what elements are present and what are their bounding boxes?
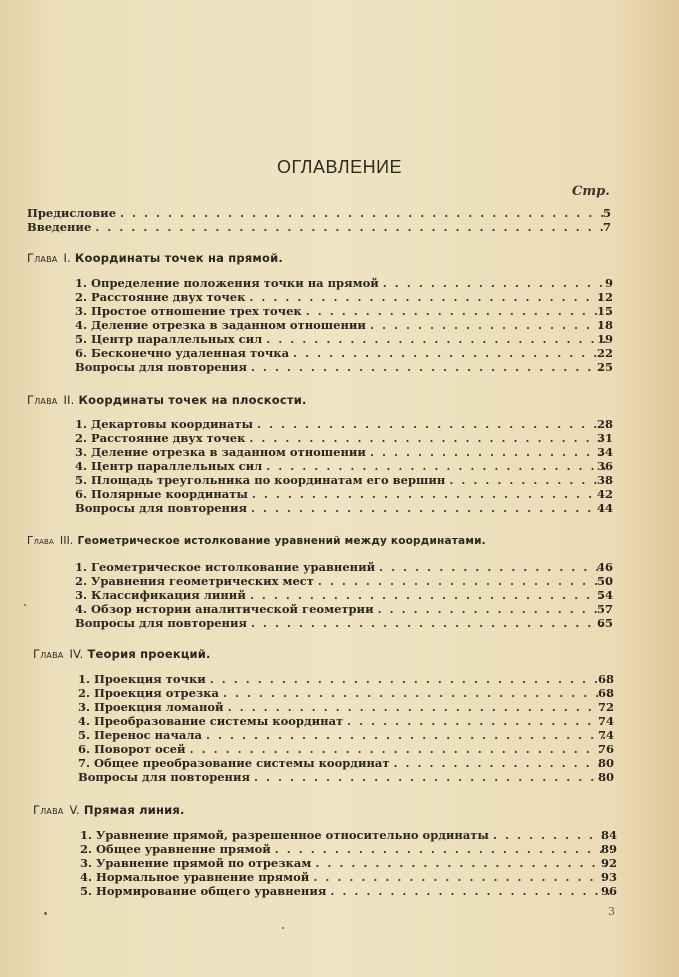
page-number: 44 (596, 501, 613, 515)
page-number: 84 (600, 828, 617, 842)
toc-entry[interactable]: 2. Расстояние двух точек . . . 12 (75, 290, 613, 304)
page-number: 68 (597, 686, 614, 700)
page-number: 72 (597, 700, 614, 714)
page-number: 80 (597, 756, 614, 770)
page-number: 9 (604, 276, 613, 290)
toc-entry-preface[interactable]: Предисловие . . . 5 (27, 206, 611, 220)
toc-entry[interactable]: 6. Поворот осей . . . 76 (78, 742, 614, 756)
toc-entry[interactable]: 1. Проекция точки . . . 68 (78, 672, 614, 686)
toc-entry[interactable]: 7. Общее преобразование системы координат . . . 80 (78, 756, 614, 770)
page-number: 76 (597, 742, 614, 756)
paper-speck (44, 912, 47, 915)
toc-entry[interactable]: 5. Площадь треугольника по координатам его вершин . . . 38 (75, 473, 613, 487)
toc-entry[interactable]: 4. Деление отрезка в заданном отношении . . . 18 (75, 318, 613, 332)
chapter-heading-1: Глава I. Координаты точек на прямой. (27, 251, 283, 265)
toc-entry-review[interactable]: Вопросы для повторения . . . 65 (75, 616, 613, 630)
page-number: 5 (602, 206, 611, 220)
chapter-heading-2: Глава II. Координаты точек на плоскости. (27, 393, 307, 407)
page-number: 74 (597, 728, 614, 742)
toc-entry[interactable]: 3. Проекция ломаной . . . 72 (78, 700, 614, 714)
page-number: 22 (596, 346, 613, 360)
page-number: 31 (596, 431, 613, 445)
chapter-heading-4: Глава IV. Теория проекций. (33, 647, 211, 661)
toc-entry[interactable]: 2. Расстояние двух точек . . . 31 (75, 431, 613, 445)
page-number: 93 (600, 870, 617, 884)
toc-entry[interactable]: 4. Преобразование системы координат . . . 74 (78, 714, 614, 728)
page-number: 89 (600, 842, 617, 856)
page-number: 18 (596, 318, 613, 332)
toc-entry[interactable]: 3. Уравнение прямой по отрезкам . . . 92 (80, 856, 617, 870)
page-number: 34 (596, 445, 613, 459)
toc-entry[interactable]: 4. Нормальное уравнение прямой . . . 93 (80, 870, 617, 884)
toc-entry[interactable]: 1. Уравнение прямой, разрешенное относительно ординаты . . . 84 (80, 828, 617, 842)
chapter-heading-3: Глава III. Геометрическое истолкование уравнений между координатами. (27, 535, 486, 547)
page-number: 96 (600, 884, 617, 898)
toc-entry[interactable]: 5. Центр параллельных сил . . . 19 (75, 332, 613, 346)
page-number: 25 (596, 360, 613, 374)
toc-entry[interactable]: 2. Общее уравнение прямой . . . 89 (80, 842, 617, 856)
chapter-heading-5: Глава V. Прямая линия. (33, 803, 185, 817)
page-number: 74 (597, 714, 614, 728)
page-number: 38 (596, 473, 613, 487)
toc-entry[interactable]: 5. Перенос начала . . . 74 (78, 728, 614, 742)
page-number: 42 (596, 487, 613, 501)
page-number: 7 (602, 220, 611, 234)
page-number: 19 (596, 332, 613, 346)
page-number: 12 (596, 290, 613, 304)
page-number: 36 (596, 459, 613, 473)
toc-entry[interactable]: 4. Обзор истории аналитической геометрии . . . 57 (75, 602, 613, 616)
page-number: 28 (596, 417, 613, 431)
page-number: 54 (596, 588, 613, 602)
toc-entry[interactable]: 4. Центр параллельных сил . . . 36 (75, 459, 613, 473)
toc-entry-review[interactable]: Вопросы для повторения . . . 25 (75, 360, 613, 374)
page-number: 57 (596, 602, 613, 616)
toc-entry[interactable]: 1. Геометрическое истолкование уравнений . . . 46 (75, 560, 613, 574)
page-number: 50 (596, 574, 613, 588)
page-number: 80 (597, 770, 614, 784)
toc-entry[interactable]: 2. Проекция отрезка . . . 68 (78, 686, 614, 700)
toc-entry-introduction[interactable]: Введение . . . 7 (27, 220, 611, 234)
toc-entry[interactable]: 3. Деление отрезка в заданном отношении . . . 34 (75, 445, 613, 459)
toc-entry[interactable]: 3. Классификация линий . . . 54 (75, 588, 613, 602)
paper-speck (282, 927, 284, 929)
page-number: 65 (596, 616, 613, 630)
toc-entry[interactable]: 5. Нормирование общего уравнения . . . 96 (80, 884, 617, 898)
paper-speck (24, 604, 26, 606)
toc-entry[interactable]: 6. Бесконечно удаленная точка . . . 22 (75, 346, 613, 360)
page-number: 92 (600, 856, 617, 870)
page-number: 68 (597, 672, 614, 686)
toc-entry[interactable]: 2. Уравнения геометрических мест . . . 50 (75, 574, 613, 588)
toc-entry-review[interactable]: Вопросы для повторения . . . 80 (78, 770, 614, 784)
page-folio: 3 (608, 905, 615, 918)
page-number: 46 (596, 560, 613, 574)
page-title: ОГЛАВЛЕНИЕ (276, 157, 403, 177)
page-number: 15 (596, 304, 613, 318)
toc-entry[interactable]: 6. Полярные координаты . . . 42 (75, 487, 613, 501)
toc-entry[interactable]: 1. Определение положения точки на прямой . . . 9 (75, 276, 613, 290)
toc-entry[interactable]: 3. Простое отношение трех точек . . . 15 (75, 304, 613, 318)
toc-entry-review[interactable]: Вопросы для повторения . . . 44 (75, 501, 613, 515)
toc-entry[interactable]: 1. Декартовы координаты . . . 28 (75, 417, 613, 431)
page-column-label: Стр. (572, 184, 610, 199)
